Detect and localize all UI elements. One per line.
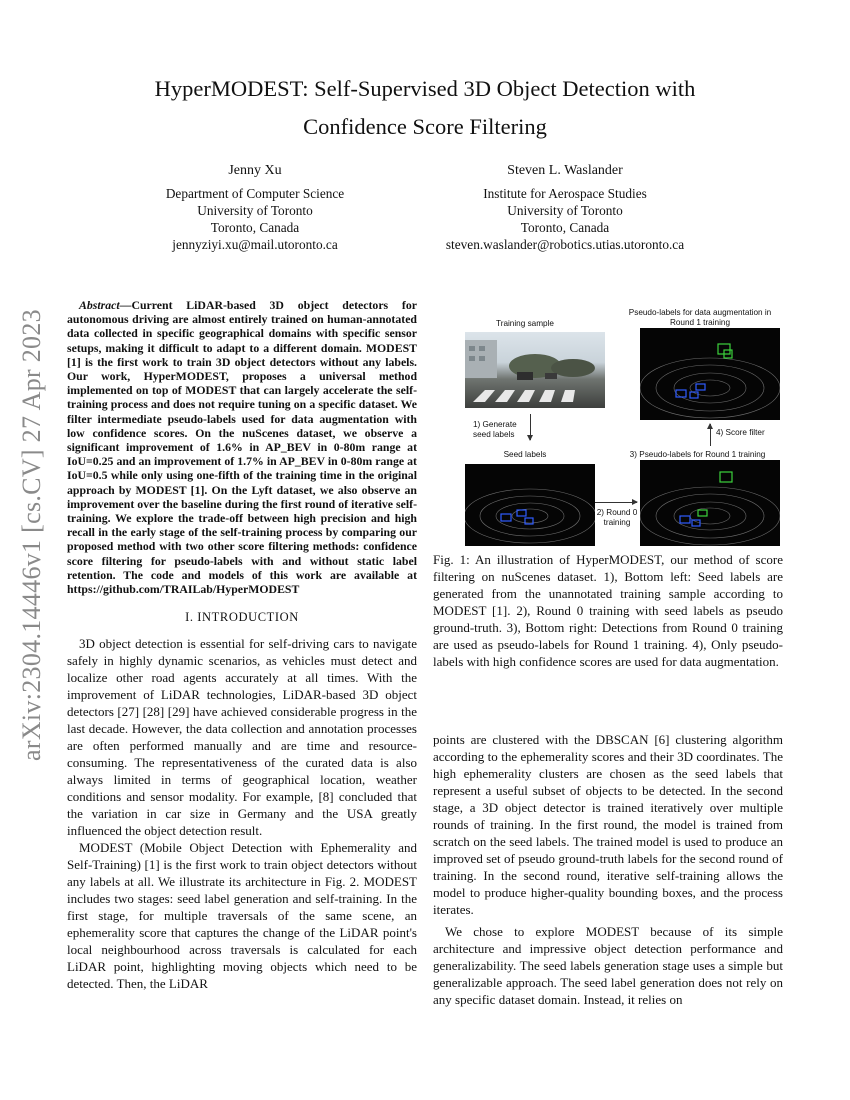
arrow-generate-seed xyxy=(530,414,531,440)
author-email: steven.waslander@robotics.utias.utoronto.ca xyxy=(445,237,685,252)
author-name: Steven L. Waslander xyxy=(507,163,623,178)
author-affiliation: Toronto, Canada xyxy=(520,220,610,235)
figure-caption: Fig. 1: An illustration of HyperMODEST, our method of score filtering on nuScenes dataset. 1), Bottom left: Seed labels are generated from the unannotated training sample according to MODEST [1]. 2), Round 0 training with seed labels as pseudo ground-truth. 3), Bottom right: Detections from Round 0 training are used as pseudo-labels for Round 1 training. 4), Only pseudo-labels with high confidence scores are used for data augmentation. xyxy=(433,552,783,669)
author-name: Jenny Xu xyxy=(228,163,282,178)
arrow-score-filter xyxy=(710,424,711,446)
fig-label-round0: 2) Round 0 training xyxy=(596,508,638,527)
paper-title xyxy=(60,70,790,146)
abstract-label: Abstract xyxy=(79,298,120,312)
left-column xyxy=(67,298,417,992)
fig-label-pseudo-r1: 3) Pseudo-labels for Round 1 training xyxy=(629,450,766,459)
fig-label-training-sample: Training sample xyxy=(496,319,554,328)
arxiv-identifier: arXiv:2304.14446v1 [cs.CV] 27 Apr 2023 xyxy=(17,309,47,761)
fig-label-seed: Seed labels xyxy=(503,450,547,459)
author-block-1 xyxy=(130,162,380,253)
right-paragraph-1: points are clustered with the DBSCAN [6] clustering algorithm according to the ephemerality scores and their 3D coordinates. The high ephemerality clusters are chosen as the seed labels that represent a useful subset of objects to be detected. In the second stage, a 3D object detector is trained iteratively over multiple rounds of training. In the first round, the model is trained from scratch on the seed labels. The trained model is used to produce an improved set of pseudo ground-truth labels for the second round of training. In the second round, iterative self-training allows the model to produce higher-quality bounding boxes, and the process iterates. xyxy=(433,732,783,917)
fig-label-pseudo-aug: Pseudo-labels for data augmentation in Round 1 training xyxy=(628,308,772,327)
author-email: jennyziyi.xu@mail.utoronto.ca xyxy=(172,237,338,252)
right-column xyxy=(433,731,783,1008)
abstract xyxy=(67,298,417,596)
author-affiliation: Institute for Aerospace Studies xyxy=(483,186,647,201)
intro-paragraph-2: MODEST (Mobile Object Detection with Ephemerality and Self-Training) [1] is the first work to train object detectors without any labels at all. We illustrate its architecture in Fig. 2. MODEST includes two stages: seed label generation and self-training. In the first stage, for multiple traversals of the same scene, an ephemerality score that captures the change of the LiDAR point's local neighbourhood across traversals is calculated for each LiDAR point, highlighting moving objects which need to be detected. Then, the LiDAR xyxy=(67,840,417,992)
right-paragraph-2: We chose to explore MODEST because of its simple architecture and impressive object detection performance and generalizability. The seed labels generation stage uses a simple but generalizable approach. The seed label generation does not rely on any specific dataset domain. Instead, it relies on xyxy=(433,924,783,1007)
author-affiliation: Toronto, Canada xyxy=(210,220,300,235)
fig-label-generate: 1) Generate seed labels xyxy=(473,420,517,439)
fig-label-score-filter: 4) Score filter xyxy=(716,428,765,437)
title-line-1: HyperMODEST: Self-Supervised 3D Object Detection with xyxy=(154,76,696,101)
figure-caption-block xyxy=(433,551,783,670)
pseudo-labels-aug-pointcloud xyxy=(640,328,780,420)
title-line-2: Confidence Score Filtering xyxy=(303,114,547,139)
pseudo-labels-r1-pointcloud xyxy=(640,460,780,546)
arrow-round0 xyxy=(595,502,637,503)
author-block-2 xyxy=(420,162,710,253)
seed-labels-pointcloud xyxy=(465,464,595,546)
author-affiliation: University of Toronto xyxy=(507,203,623,218)
training-sample-image xyxy=(465,332,605,408)
figure-1 xyxy=(440,302,785,547)
section-heading-introduction: I. INTRODUCTION xyxy=(185,610,299,625)
author-affiliation: Department of Computer Science xyxy=(165,186,345,201)
abstract-text: —Current LiDAR-based 3D object detectors for autonomous driving are almost entirely trained on human-annotated data collected in specific geographical domains with specific sensor setups, making it difficult to adapt to a different domain. MODEST [1] is the first work to train 3D object detectors without any labels. Our work, HyperMODEST, proposes a universal method implemented on top of MODEST that can largely accelerate the self-training process and does not require tuning on a specific dataset. We filter intermediate pseudo-labels used for data augmentation with low confidence scores. On the nuScenes dataset, we observe a significant improvement of 1.6% in AP_BEV in 0-80m range at IoU=0.25 and an improvement of 1.7% in AP_BEV in 0-80m range at IoU=0.5 while only using one-fifth of the training time in the original approach by MODEST [1]. On the Lyft dataset, we also observe an improvement over the baseline during the first round of iterative self-training. We explore the trade-off between high precision and high recall in the early stage of the self-training process by comparing our proposed method with two other score filtering methods: confidence score filtering for pseudo-labels with and without static label retention. The code and models of this work are available at https://github.com/TRAILab/HyperMODEST xyxy=(67,298,417,597)
author-affiliation: University of Toronto xyxy=(197,203,313,218)
intro-paragraph-1: 3D object detection is essential for self-driving cars to navigate safely in highly dynamic scenarios, as vehicles must detect and localize other road agents accurately at all times. With the improvement of LiDAR technologies, LiDAR-based 3D object detectors [27] [28] [29] have achieved considerable progress in the last decade. However, the data collection and annotation processes are often performed manually and are time and resource-consuming. The representativeness of the curated data is also always limited in terms of geographical location, weather conditions and sensor modality. For example, [8] concluded that the variation in car size in Germany and the USA greatly influenced the object detection result. xyxy=(67,636,417,839)
